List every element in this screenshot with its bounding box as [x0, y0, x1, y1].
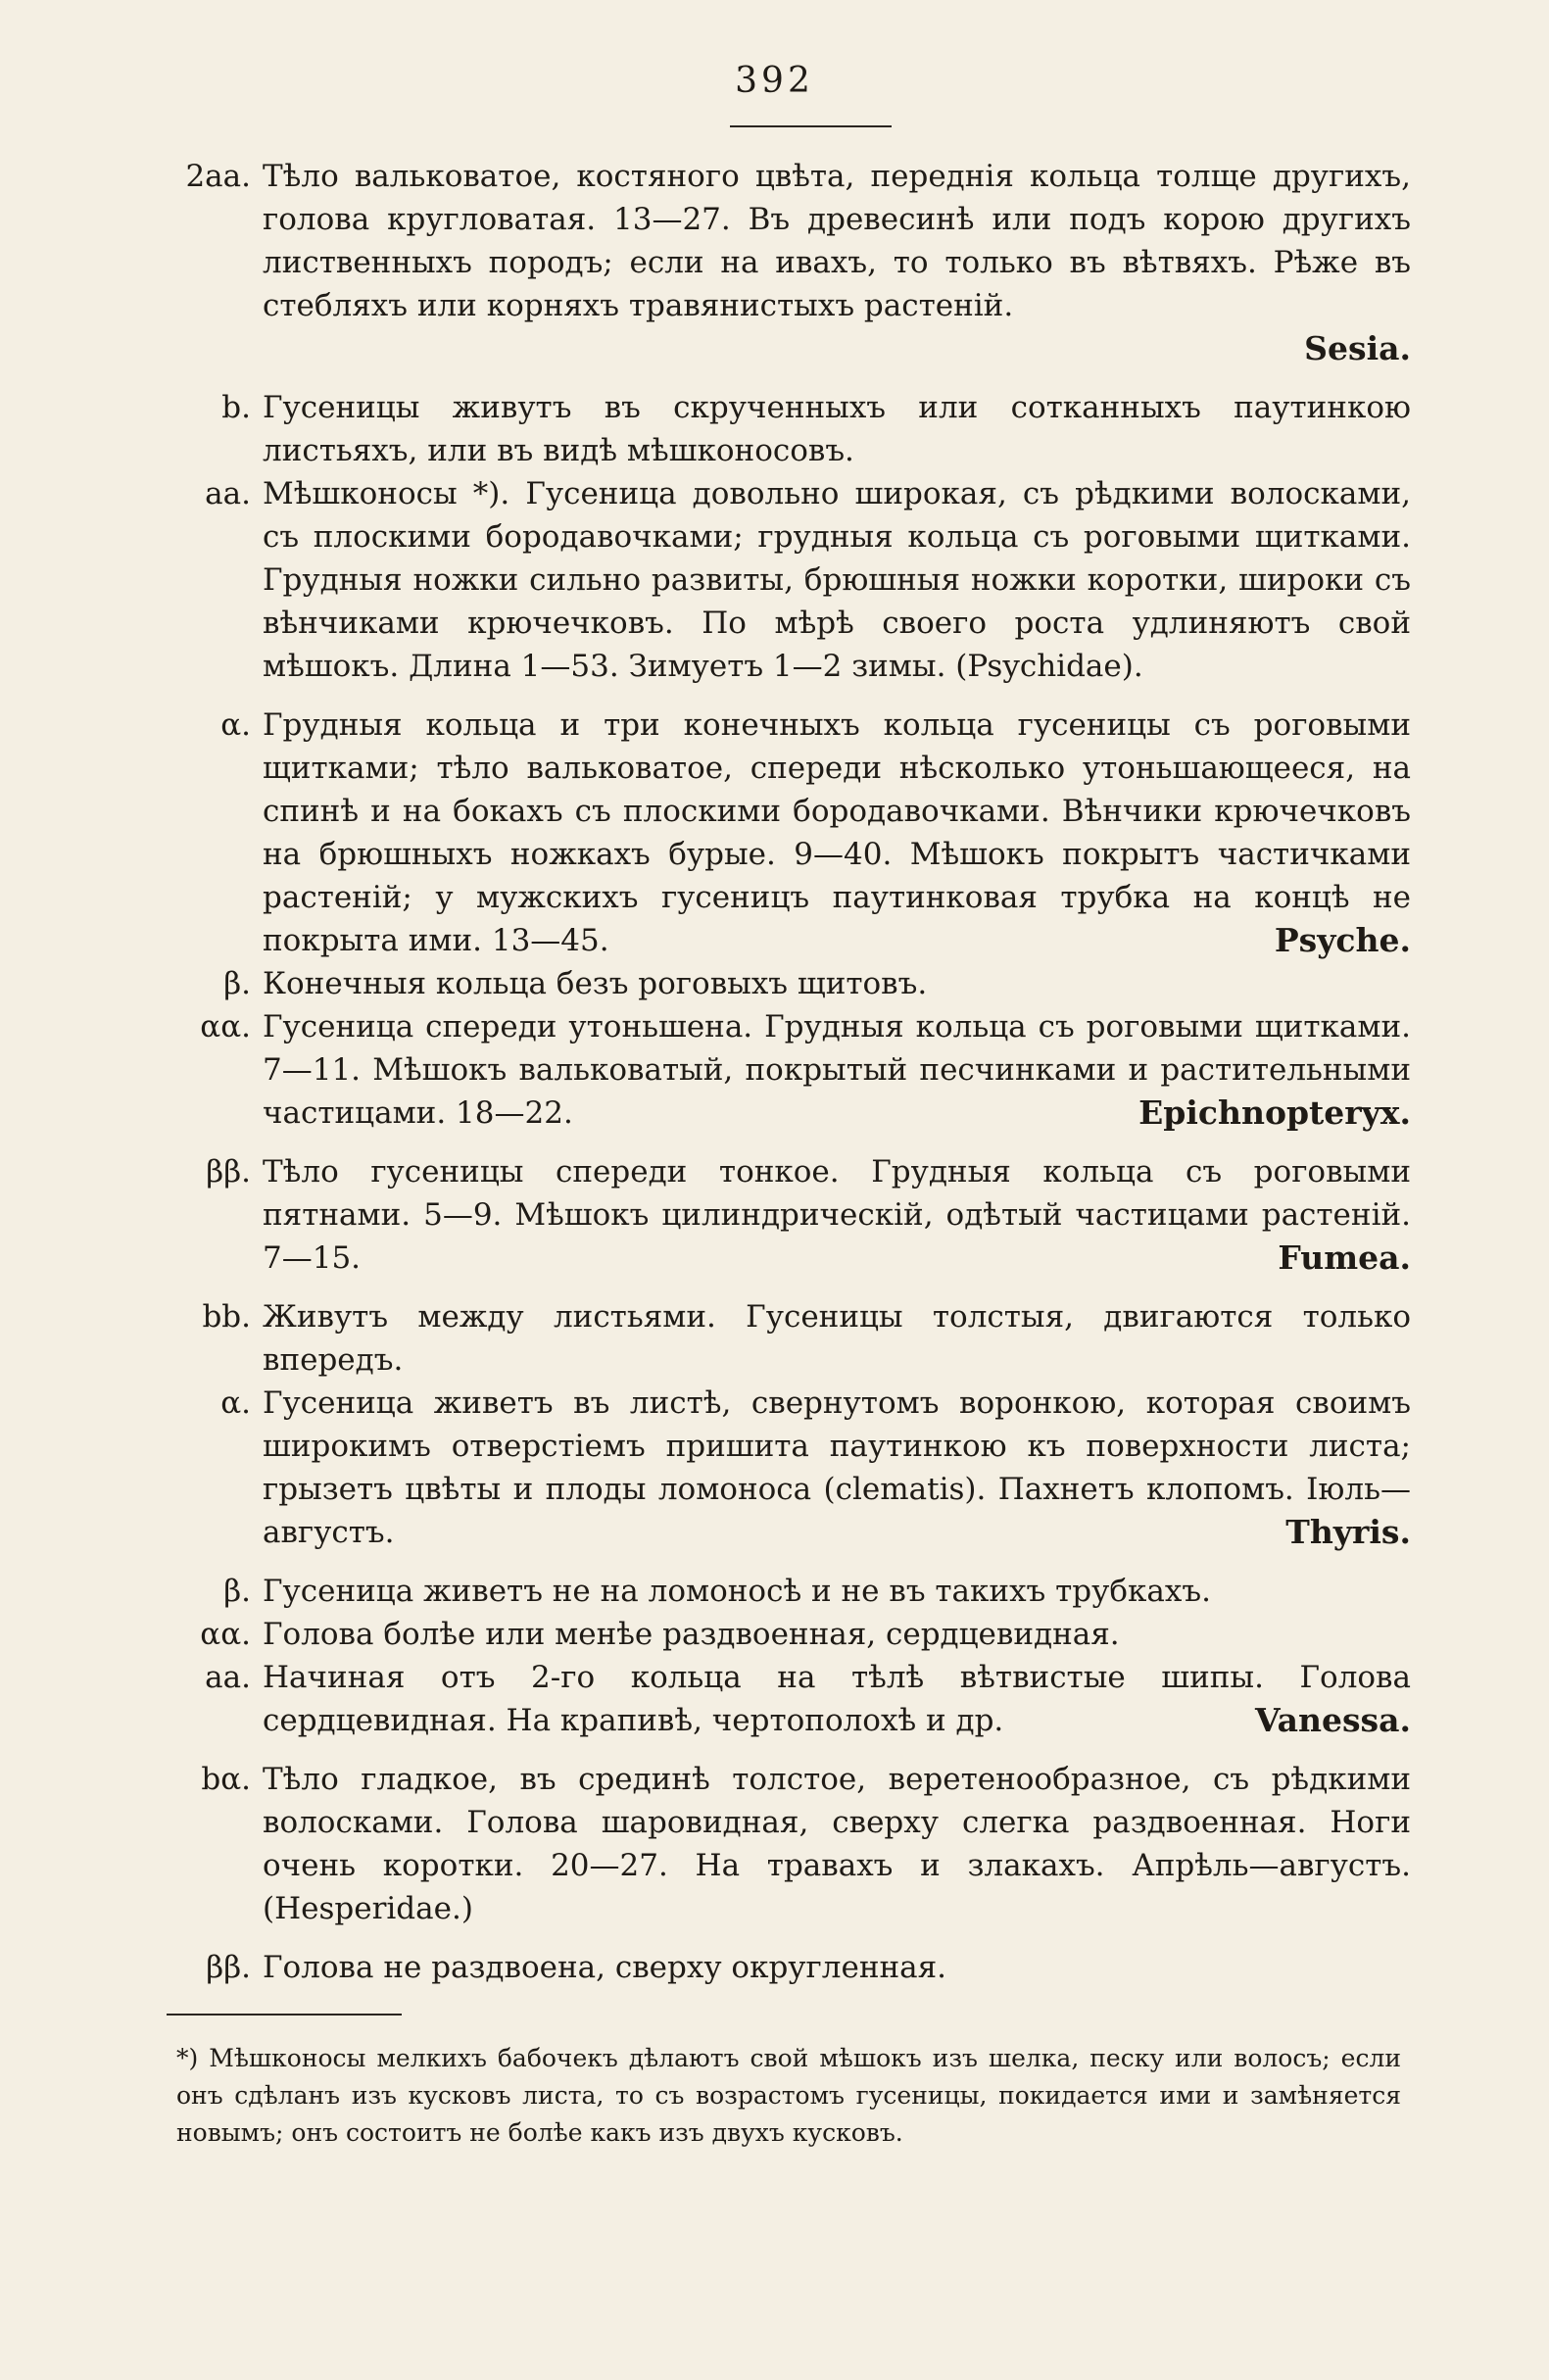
entry-text: Тѣло вальковатое, костяного цвѣта, переднія кольца толще другихъ, голова кругловатая. 13—27. Въ древесинѣ или подъ корою другихъ лиственныхъ породъ; если на ивахъ, то только въ вѣтвяхъ. Рѣже въ стебляхъ или корняхъ травянистыхъ растеній. — [263, 159, 1411, 323]
header-rule — [730, 125, 892, 127]
key-entry — [167, 1382, 1411, 1554]
entry-marker: b. — [221, 390, 251, 425]
key-entry — [167, 472, 1411, 688]
footnote: *) Мѣшконосы мелкихъ бабочекъ дѣлаютъ свой мѣшокъ изъ шелка, песку или волосъ; если онъ сдѣланъ изъ кусковъ листа, то съ возрастомъ гусеницы, покидается ими и замѣняется новымъ; онъ состоитъ не болѣе какъ изъ двухъ кусковъ. — [176, 2044, 1401, 2147]
entry-text: Начиная отъ 2-го кольца на тѣлѣ вѣтвистые шипы. Голова сердцевидная. На крапивѣ, чертополохѣ и др. — [263, 1660, 1411, 1738]
key-entry — [167, 1005, 1411, 1135]
entry-marker: α. — [220, 1385, 251, 1421]
entry-marker: 2аа. — [185, 159, 251, 194]
entry-text: Мѣшконосы *). Гусеница довольно широкая, съ рѣдкими волосками, съ плоскими бородавочками; грудныя кольца съ роговыми щитками. Грудныя ножки сильно развиты, брюшныя ножки коротки, широки съ вѣнчиками крючечковъ. По мѣрѣ своего роста удлиняютъ свой мѣшокъ. Длина 1—53. Зимуетъ 1—2 зимы. (Psychidae). — [263, 476, 1411, 684]
entry-marker: bb. — [202, 1299, 251, 1335]
entry-marker: аа. — [205, 1660, 251, 1695]
key-entry — [167, 962, 1411, 1005]
entry-text: Живутъ между листьями. Гусеницы толстыя, двигаются только впередъ. — [263, 1299, 1411, 1378]
key-entry — [167, 1570, 1411, 1613]
key-entries — [167, 155, 1411, 1989]
page-number: 392 — [735, 61, 814, 101]
genus-name: Thyris. — [1285, 1513, 1411, 1551]
entry-text: Голова болѣе или менѣе раздвоенная, сердцевидная. — [263, 1617, 1120, 1652]
key-entry — [167, 704, 1411, 962]
entry-marker: αα. — [200, 1009, 251, 1044]
entry-marker: bα. — [201, 1762, 251, 1797]
key-entry — [167, 155, 1411, 370]
entry-text: Тѣло гладкое, въ срединѣ толстое, веретенообразное, съ рѣдкими волосками. Голова шаровидная, сверху слегка раздвоенная. Ноги очень коротки. 20—27. На травахъ и злакахъ. Апрѣль—августъ. (Hesperidae.) — [263, 1762, 1411, 1926]
entry-marker: β. — [223, 966, 251, 1001]
key-entry — [167, 1656, 1411, 1742]
genus-name: Vanessa. — [1255, 1701, 1411, 1739]
genus-name: Epichnopteryx. — [1138, 1093, 1411, 1132]
key-entry — [167, 1150, 1411, 1280]
entry-text: Гусеница спереди утоньшена. Грудныя кольца съ роговыми щитками. 7—11. Мѣшокъ вальковатый, покрытый песчинками и растительными частицами. 18—22. — [263, 1009, 1411, 1131]
entry-text: Голова не раздвоена, сверху округленная. — [263, 1950, 947, 1985]
entry-text: Гусеница живетъ не на ломоносѣ и не въ такихъ трубкахъ. — [263, 1574, 1211, 1609]
key-entry — [167, 386, 1411, 472]
genus-name: Sesia. — [1304, 329, 1411, 367]
entry-text: Гусеница живетъ въ листѣ, свернутомъ воронкою, которая своимъ широкимъ отверстіемъ пришита паутинкою къ поверхности листа; грызетъ цвѣты и плоды ломоноса (clematis). Пахнетъ клопомъ. Іюль—августъ. — [263, 1385, 1411, 1550]
key-entry — [167, 1946, 1411, 1989]
key-entry — [167, 1758, 1411, 1930]
entry-text: Гусеницы живутъ въ скрученныхъ или сотканныхъ паутинкою листьяхъ, или въ видѣ мѣшконосовъ. — [263, 390, 1411, 468]
entry-marker: αα. — [200, 1617, 251, 1652]
entry-text: Конечныя кольца безъ роговыхъ щитовъ. — [263, 966, 928, 1001]
genus-name: Psyche. — [1274, 921, 1411, 959]
entry-text: Грудныя кольца и три конечныхъ кольца гусеницы съ роговыми щитками; тѣло вальковатое, спереди нѣсколько утоньшающееся, на спинѣ и на бокахъ съ плоскими бородавочками. Вѣнчики крючечковъ на брюшныхъ ножкахъ бурые. 9—40. Мѣшокъ покрытъ частичками растеній; у мужскихъ гусеницъ паутинковая трубка на концѣ не покрыта ими. 13—45. — [263, 707, 1411, 958]
entry-text: Тѣло гусеницы спереди тонкое. Грудныя кольца съ роговыми пятнами. 5—9. Мѣшокъ цилиндрическій, одѣтый частицами растеній. 7—15. — [263, 1154, 1411, 1276]
key-entry — [167, 1613, 1411, 1656]
entry-marker: β. — [223, 1574, 251, 1609]
entry-marker: ββ. — [206, 1950, 251, 1985]
footnote-rule — [167, 2014, 402, 2016]
entry-marker: α. — [220, 707, 251, 743]
entry-marker: ββ. — [206, 1154, 251, 1190]
genus-name: Fumea. — [1278, 1239, 1411, 1277]
key-entry — [167, 1295, 1411, 1382]
entry-marker: аа. — [205, 476, 251, 511]
